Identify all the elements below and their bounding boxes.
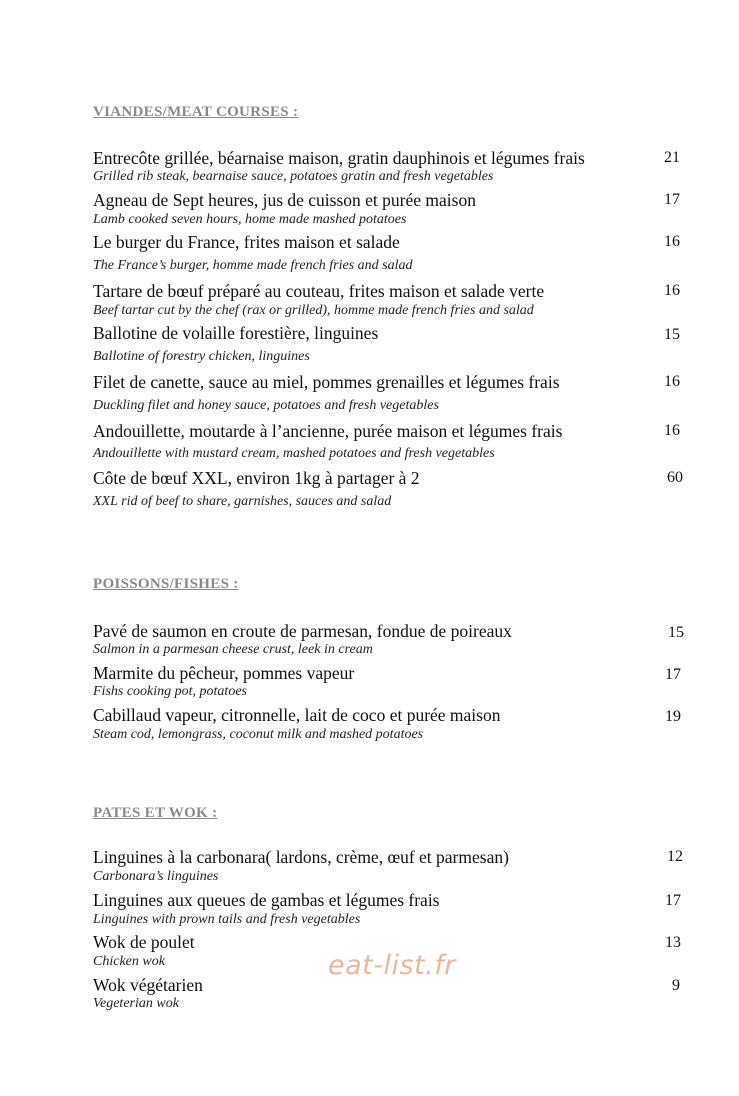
item-name-fr: Côte de bœuf XXL, environ 1kg à partager à 2 [93, 468, 420, 488]
item-name-en: Beef tartar cut by the chef (rax or grilled), homme made french fries and salad [93, 303, 534, 318]
item-price: 60 [667, 469, 683, 486]
item-name-en: Duckling filet and honey sauce, potatoes and fresh vegetables [93, 398, 439, 413]
item-name-en: Salmon in a parmesan cheese crust, leek in cream [93, 642, 373, 657]
section-title-fish: POISSONS/FISHES : [93, 576, 239, 592]
item-price: 16 [664, 282, 680, 299]
item-price: 21 [664, 149, 680, 166]
item-price: 13 [665, 934, 681, 951]
item-name-fr: Wok végétarien [93, 975, 203, 995]
item-name-fr: Tartare de bœuf préparé au couteau, frites maison et salade verte [93, 281, 545, 301]
item-name-fr: Ballotine de volaille forestière, linguines [93, 323, 379, 343]
item-price: 15 [668, 624, 684, 641]
item-name-en: Lamb cooked seven hours, home made mashed potatoes [93, 212, 407, 227]
item-name-en: Carbonara’s linguines [93, 869, 219, 884]
item-name-en: Vegeterian wok [93, 996, 179, 1011]
item-name-en: Chicken wok [93, 954, 165, 969]
item-name-fr: Le burger du France, frites maison et salade [93, 232, 400, 252]
item-name-en: Linguines with prown tails and fresh vegetables [93, 912, 361, 927]
section-title-meat: VIANDES/MEAT COURSES : [93, 104, 299, 120]
item-name-en: Grilled rib steak, bearnaise sauce, potatoes gratin and fresh vegetables [93, 169, 494, 184]
item-name-en: XXL rid of beef to share, garnishes, sauces and salad [93, 494, 392, 509]
item-price: 15 [664, 326, 680, 343]
item-price: 9 [672, 977, 680, 994]
item-name-fr: Pavé de saumon en croute de parmesan, fondue de poireaux [93, 621, 512, 641]
item-name-en: The France’s burger, homme made french fries and salad [93, 258, 413, 273]
item-price: 16 [664, 373, 680, 390]
item-name-fr: Linguines à la carbonara( lardons, crème, œuf et parmesan) [93, 847, 509, 867]
section-title-pasta-wok: PATES ET WOK : [93, 805, 218, 821]
item-name-fr: Wok de poulet [93, 932, 195, 952]
item-name-fr: Linguines aux queues de gambas et légumes frais [93, 890, 440, 910]
watermark: eat-list.fr [328, 950, 456, 981]
item-price: 19 [665, 708, 681, 725]
item-name-fr: Filet de canette, sauce au miel, pommes grenailles et légumes frais [93, 372, 560, 392]
item-price: 17 [664, 191, 680, 208]
item-price: 16 [664, 422, 680, 439]
item-name-fr: Agneau de Sept heures, jus de cuisson et purée maison [93, 190, 476, 210]
item-name-fr: Marmite du pêcheur, pommes vapeur [93, 663, 355, 683]
item-name-fr: Andouillette, moutarde à l’ancienne, purée maison et légumes frais [93, 421, 563, 441]
item-price: 17 [665, 892, 681, 909]
item-name-en: Ballotine of forestry chicken, linguines [93, 349, 310, 364]
item-name-en: Fishs cooking pot, potatoes [93, 684, 247, 699]
item-price: 12 [667, 848, 683, 865]
item-price: 17 [665, 666, 681, 683]
item-price: 16 [664, 233, 680, 250]
item-name-en: Andouillette with mustard cream, mashed potatoes and fresh vegetables [93, 446, 495, 461]
item-name-en: Steam cod, lemongrass, coconut milk and mashed potatoes [93, 727, 424, 742]
item-name-fr: Entrecôte grillée, béarnaise maison, gratin dauphinois et légumes frais [93, 148, 585, 168]
item-name-fr: Cabillaud vapeur, citronnelle, lait de coco et purée maison [93, 705, 501, 725]
